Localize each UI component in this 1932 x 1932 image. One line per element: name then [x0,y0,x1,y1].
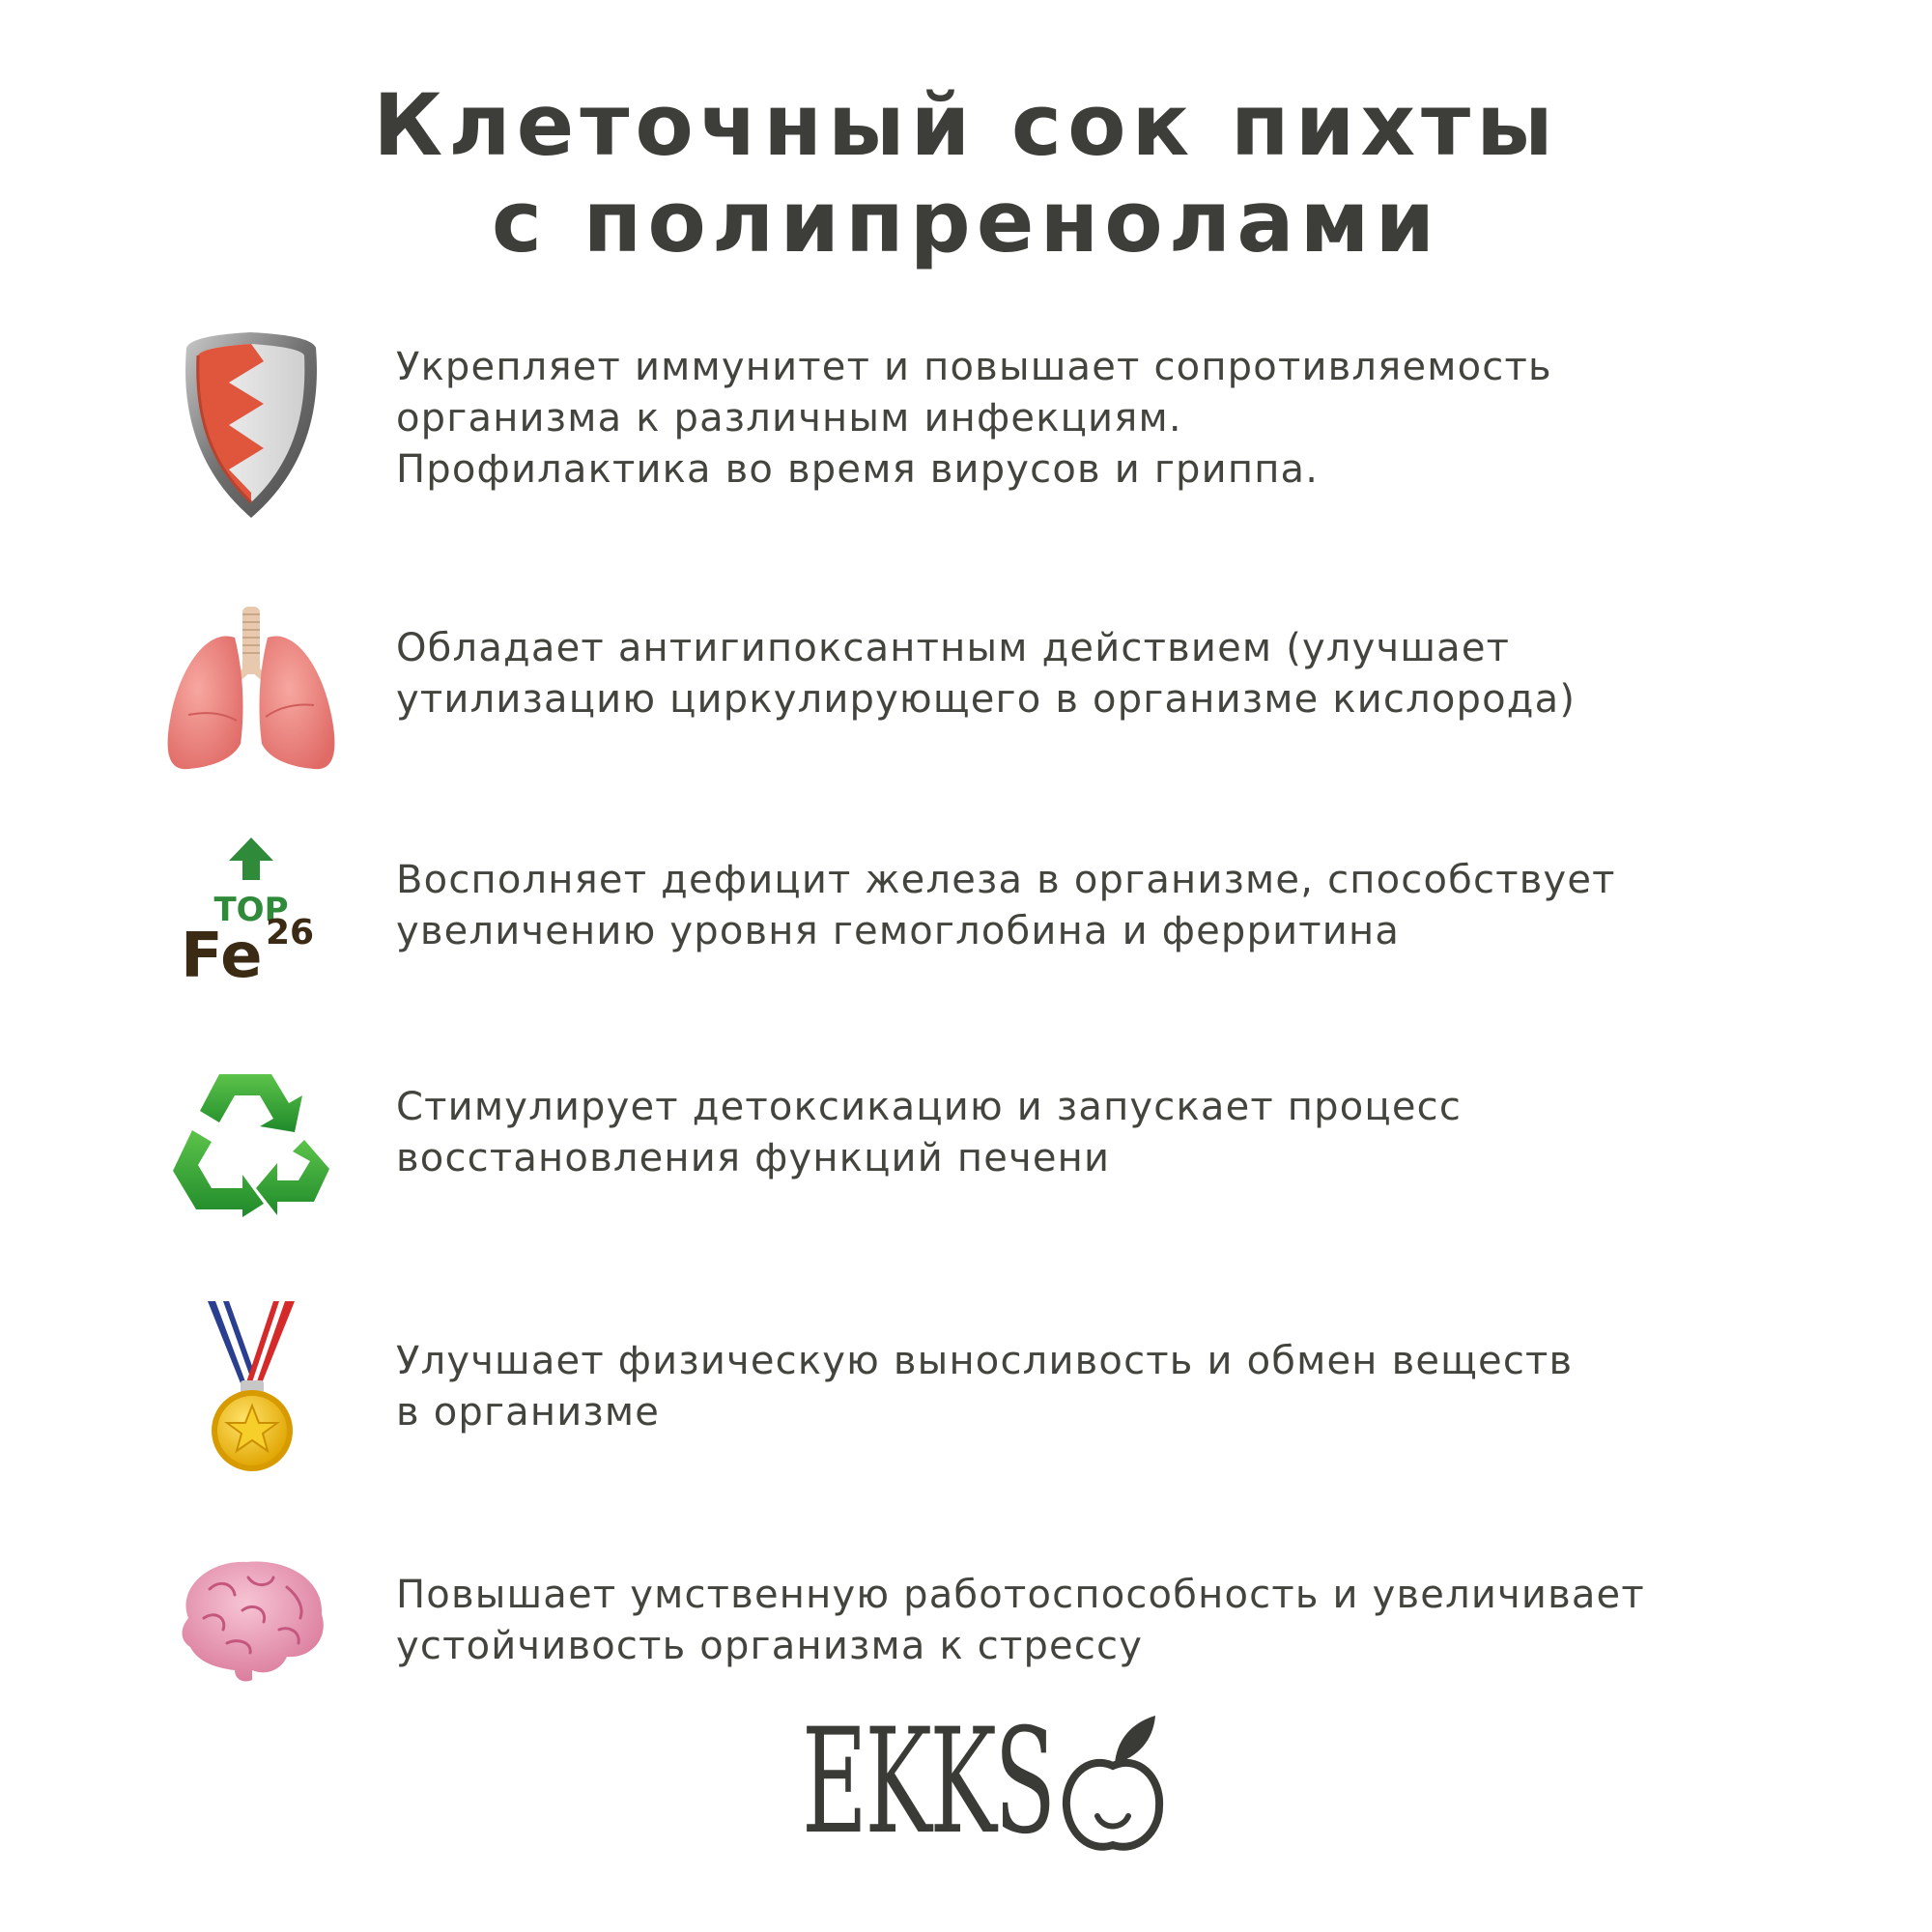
benefit-line: устойчивость организма к стрессу [396,1624,1144,1668]
recycle-icon [159,1063,343,1217]
benefit-line: Профилактика во время вирусов и гриппа. [396,447,1320,492]
benefit-line: Обладает антигипоксантным действием (улучшает [396,626,1511,670]
benefit-line: увеличению уровня гемоглобина и ферритина [396,909,1401,953]
benefit-line: Укрепляет иммунитет и повышает сопротивляемость [396,345,1552,389]
benefit-text [396,1336,1748,1438]
page-title [0,77,1932,270]
benefit-text [396,623,1748,725]
benefit-text [396,1082,1748,1184]
benefit-line: Улучшает физическую выносливость и обмен веществ [396,1339,1574,1383]
shield-icon [159,328,343,522]
brain-icon [159,1550,343,1686]
iron-fe-label: Fe [181,921,263,990]
benefit-line: Повышает умственную работоспособность и увеличивает [396,1573,1645,1617]
apple-leaf-logo-icon [1055,1710,1171,1855]
iron-top-label: TOP [213,891,289,929]
benefit-line: утилизацию циркулирующего в организме кислорода) [396,677,1577,722]
benefit-line: организма к различным инфекциям. [396,396,1182,440]
iron-top-icon [159,836,343,990]
benefit-line: Стимулирует детоксикацию и запускает процесс [396,1085,1463,1129]
benefit-line: Восполняет дефицит железа в организме, способствует [396,858,1616,902]
benefit-line: в организме [396,1390,661,1435]
benefit-text [396,855,1748,957]
lungs-icon [159,594,343,787]
benefit-text [396,1570,1748,1672]
benefit-line: восстановления функций печени [396,1136,1111,1180]
page-title-line-2: с полипренолами [491,172,1441,271]
iron-number-label: 26 [266,913,315,952]
medal-icon [159,1299,343,1473]
brand-logo [802,1698,1150,1866]
benefit-text [396,342,1748,496]
brand-logo-text: EKKS [802,1698,1054,1866]
page-title-line-1: Клеточный сок пихты [373,75,1559,175]
